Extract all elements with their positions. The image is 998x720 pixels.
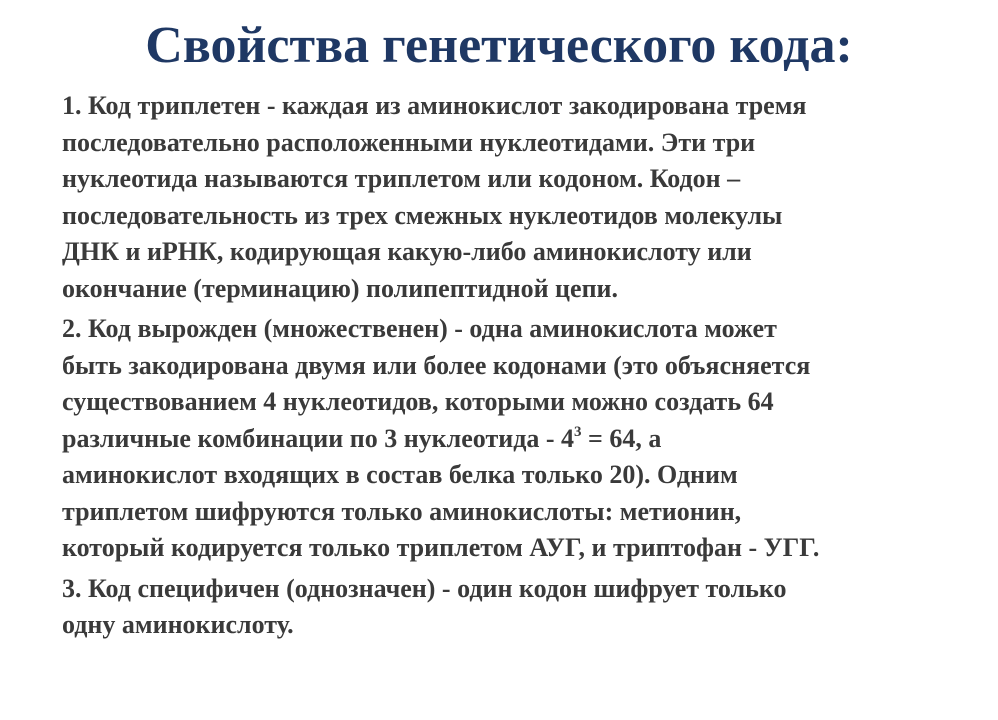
property-paragraph-2 [56,311,961,567]
text-line: существованием 4 нуклеотидов, которыми можно создать 64 [62,387,774,416]
text-line: одну аминокислоту. [62,610,294,639]
formula-text-before: различные комбинации по 3 нуклеотида - 4 [62,423,575,453]
text-line: 2. Код вырожден (множественен) - одна аминокислота может [62,314,777,343]
text-line: 1. Код триплетен - каждая из аминокислот закодирована тремя [62,91,807,120]
property-paragraph-3 [56,571,961,644]
text-line: триплетом шифруются только аминокислоты: метионин, [62,496,742,526]
text-line: быть закодирована двумя или более кодонами (это объясняется [62,350,811,380]
formula-text-after: = 64, а [581,423,662,453]
slide-body [56,88,961,644]
property-paragraph-1 [56,88,961,307]
text-line: ДНК и иРНК, кодирующая какую-либо аминокислоту или [62,237,752,266]
text-line: 3. Код специфичен (однозначен) - один кодон шифрует только [62,573,787,603]
exponent: 3 [574,423,582,440]
text-line: последовательность из трех смежных нуклеотидов молекулы [62,200,783,230]
text-line: аминокислот входящих в состав белка только 20). Одним [62,460,738,489]
text-line: последовательно расположенными нуклеотидами. Эти три [62,127,756,157]
slide-title: Свойства генетического кода: [145,17,853,74]
text-line: нуклеотида называются триплетом или кодоном. Кодон – [62,164,741,193]
text-line: который кодируется только триплетом АУГ, и триптофан - УГГ. [62,533,820,562]
formula-line [56,421,961,458]
text-line: окончание (терминацию) полипептидной цепи. [62,273,619,303]
